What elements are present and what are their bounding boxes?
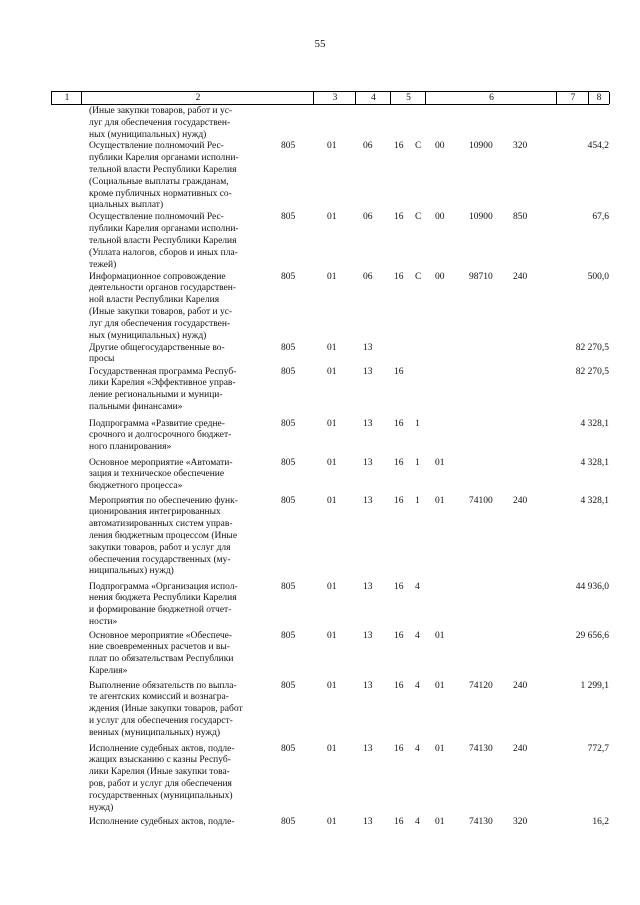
row-subsection: 13 (363, 680, 373, 691)
row-section: 01 (327, 630, 337, 641)
row-target-event: 00 (435, 212, 445, 223)
row-ministry: 805 (281, 141, 296, 152)
row-section: 01 (327, 816, 337, 827)
row-ministry: 805 (281, 457, 296, 468)
row-target-program: 16 (394, 141, 404, 152)
row-target-direction: 98710 (469, 271, 493, 282)
row-expense-type: 240 (513, 680, 528, 691)
row-expense-type: 240 (513, 743, 528, 754)
row-amount: 82 270,5 (575, 342, 609, 353)
row-ministry: 805 (281, 630, 296, 641)
row-name: Другие общегосударственные во- просы (89, 342, 225, 365)
row-expense-type: 240 (513, 495, 528, 506)
table-row (0, 681, 640, 744)
row-expense-type: 850 (513, 212, 528, 223)
row-target-subprogram: С (415, 141, 422, 152)
row-section: 01 (327, 418, 337, 429)
table-row (0, 212, 640, 271)
row-target-subprogram: 1 (415, 457, 420, 468)
row-target-subprogram: 4 (415, 743, 420, 754)
row-target-subprogram: 4 (415, 581, 420, 592)
row-target-program: 16 (394, 271, 404, 282)
row-target-direction: 74130 (469, 743, 493, 754)
row-section: 01 (327, 342, 337, 353)
row-target-subprogram: 1 (415, 418, 420, 429)
row-section: 01 (327, 366, 337, 377)
row-ministry: 805 (281, 581, 296, 592)
row-ministry: 805 (281, 342, 296, 353)
row-target-event: 01 (435, 457, 445, 468)
table-row (0, 582, 640, 631)
row-subsection: 13 (363, 816, 373, 827)
row-ministry: 805 (281, 418, 296, 429)
table-row (0, 458, 640, 496)
row-section: 01 (327, 141, 337, 152)
row-target-program: 16 (394, 630, 404, 641)
row-name: Основное мероприятие «Автомати- зация и техническое обеспечение бюджетного процесса» (89, 457, 233, 492)
row-subsection: 13 (363, 457, 373, 468)
header-col-6: 6 (425, 92, 557, 104)
row-target-direction: 74100 (469, 495, 493, 506)
row-amount: 772,7 (587, 743, 609, 754)
page-number: 55 (314, 38, 326, 50)
row-amount: 67,6 (592, 212, 609, 223)
row-section: 01 (327, 495, 337, 506)
row-section: 01 (327, 743, 337, 754)
row-name: Осуществление полномочий Рес- публики Карелия органами исполни- тельной власти Республики Карелия (Социальные выплаты гражданам, кроме публичных нормативных со- циальных выплат) (89, 141, 239, 211)
table-row (0, 631, 640, 681)
row-amount: 454,2 (587, 141, 609, 152)
row-target-subprogram: С (415, 271, 422, 282)
row-section: 01 (327, 271, 337, 282)
table-row (0, 343, 640, 367)
row-subsection: 13 (363, 342, 373, 353)
row-name: Исполнение судебных актов, подле- жащих взысканию с казны Респуб- лики Карелия (Иные закупки това- ров, работ и услуг для обеспечения государственных (муниципальных) нужд) (89, 743, 235, 813)
row-section: 01 (327, 212, 337, 223)
row-name: Основное мероприятие «Обеспече- ние своевременных расчетов и вы- плат по обязательствам Республики Карелия» (89, 630, 234, 676)
header-col-5: 5 (390, 92, 426, 104)
row-amount: 16,2 (592, 816, 609, 827)
row-target-event: 00 (435, 271, 445, 282)
row-name: Информационное сопровождение деятельности органов государствен- ной власти Республики Карелия (Иные закупки товаров, работ и ус- луг для обеспечения государствен- ных (муниципальных) нужд) (89, 271, 237, 341)
row-ministry: 805 (281, 366, 296, 377)
header-col-8: 8 (588, 92, 610, 104)
table-row (0, 141, 640, 212)
row-name: Подпрограмма «Организация испол- нения бюджета Республики Карелия и формирование бюджетной отчет- ности» (89, 581, 238, 627)
row-expense-type: 240 (513, 271, 528, 282)
row-section: 01 (327, 680, 337, 691)
row-subsection: 13 (363, 743, 373, 754)
row-subsection: 13 (363, 418, 373, 429)
row-subsection: 06 (363, 271, 373, 282)
row-amount: 4 328,1 (580, 418, 609, 429)
row-target-program: 16 (394, 212, 404, 223)
row-target-event: 00 (435, 141, 445, 152)
header-col-3: 3 (313, 92, 356, 104)
row-subsection: 06 (363, 212, 373, 223)
row-ministry: 805 (281, 743, 296, 754)
row-amount: 44 936,0 (575, 581, 609, 592)
row-target-program: 16 (394, 680, 404, 691)
row-ministry: 805 (281, 816, 296, 827)
row-target-event: 01 (435, 743, 445, 754)
row-target-subprogram: 4 (415, 816, 420, 827)
table-row (0, 744, 640, 817)
row-target-program: 16 (394, 581, 404, 592)
row-target-subprogram: 4 (415, 680, 420, 691)
table-row (0, 817, 640, 831)
row-ministry: 805 (281, 212, 296, 223)
row-amount: 500,0 (587, 271, 609, 282)
header-col-1: 1 (51, 92, 82, 104)
row-target-program: 16 (394, 816, 404, 827)
header-col-4: 4 (355, 92, 391, 104)
row-amount: 1 299,1 (580, 680, 609, 691)
row-amount: 29 656,6 (575, 630, 609, 641)
row-name: Осуществление полномочий Рес- публики Карелия органами исполни- тельной власти Республики Карелия (Уплата налогов, сборов и иных пла- тежей) (89, 212, 239, 270)
header-col-7: 7 (556, 92, 589, 104)
row-target-subprogram: С (415, 212, 422, 223)
row-target-program: 16 (394, 495, 404, 506)
table-row (0, 272, 640, 343)
row-target-event: 01 (435, 495, 445, 506)
row-target-program: 16 (394, 366, 404, 377)
row-target-direction: 74130 (469, 816, 493, 827)
table-row (0, 367, 640, 419)
row-target-event: 01 (435, 816, 445, 827)
row-target-direction: 10900 (469, 141, 493, 152)
row-name: Мероприятия по обеспечению функ- ционирования интегрированных автоматизированных систем управ- ления бюджетным процессом (Иные закупки товаров, работ и услуг для обеспечения государственных (му- ниципальных) нужд) (89, 495, 238, 577)
row-amount: 82 270,5 (575, 366, 609, 377)
row-expense-type: 320 (513, 141, 528, 152)
row-expense-type: 320 (513, 816, 528, 827)
row-subsection: 13 (363, 630, 373, 641)
row-section: 01 (327, 457, 337, 468)
row-subsection: 13 (363, 581, 373, 592)
row-target-event: 01 (435, 680, 445, 691)
row-amount: 4 328,1 (580, 495, 609, 506)
row-ministry: 805 (281, 271, 296, 282)
row-ministry: 805 (281, 680, 296, 691)
row-target-program: 16 (394, 418, 404, 429)
row-name: Подпрограмма «Развитие средне- срочного и долгосрочного бюджет- ного планирования» (89, 418, 232, 453)
row-subsection: 13 (363, 495, 373, 506)
row-target-subprogram: 4 (415, 630, 420, 641)
table-row (0, 106, 640, 141)
row-target-program: 16 (394, 743, 404, 754)
table-row (0, 419, 640, 458)
row-ministry: 805 (281, 495, 296, 506)
row-subsection: 13 (363, 366, 373, 377)
row-amount: 4 328,1 (580, 457, 609, 468)
table-row (0, 496, 640, 582)
row-section: 01 (327, 581, 337, 592)
header-col-2: 2 (81, 92, 314, 104)
row-target-direction: 74120 (469, 680, 493, 691)
row-name: Выполнение обязательств по выпла- те агентских комиссий и вознагра- ждения (Иные закупки товаров, работ и услуг для обеспечения государст- венных (муниципальных) нужд) (89, 680, 243, 738)
row-target-direction: 10900 (469, 212, 493, 223)
row-subsection: 06 (363, 141, 373, 152)
row-target-subprogram: 1 (415, 495, 420, 506)
row-name: Государственная программа Респуб- лики Карелия «Эффективное управ- ление региональными и муници- пальными финансами» (89, 366, 237, 412)
table-header (51, 91, 609, 105)
row-target-program: 16 (394, 457, 404, 468)
table-body (0, 106, 640, 831)
row-name: (Иные закупки товаров, работ и ус- луг для обеспечения государствен- ных (муниципальных) нужд) (89, 106, 233, 140)
row-name: Исполнение судебных актов, подле- (89, 816, 235, 827)
row-target-event: 01 (435, 630, 445, 641)
